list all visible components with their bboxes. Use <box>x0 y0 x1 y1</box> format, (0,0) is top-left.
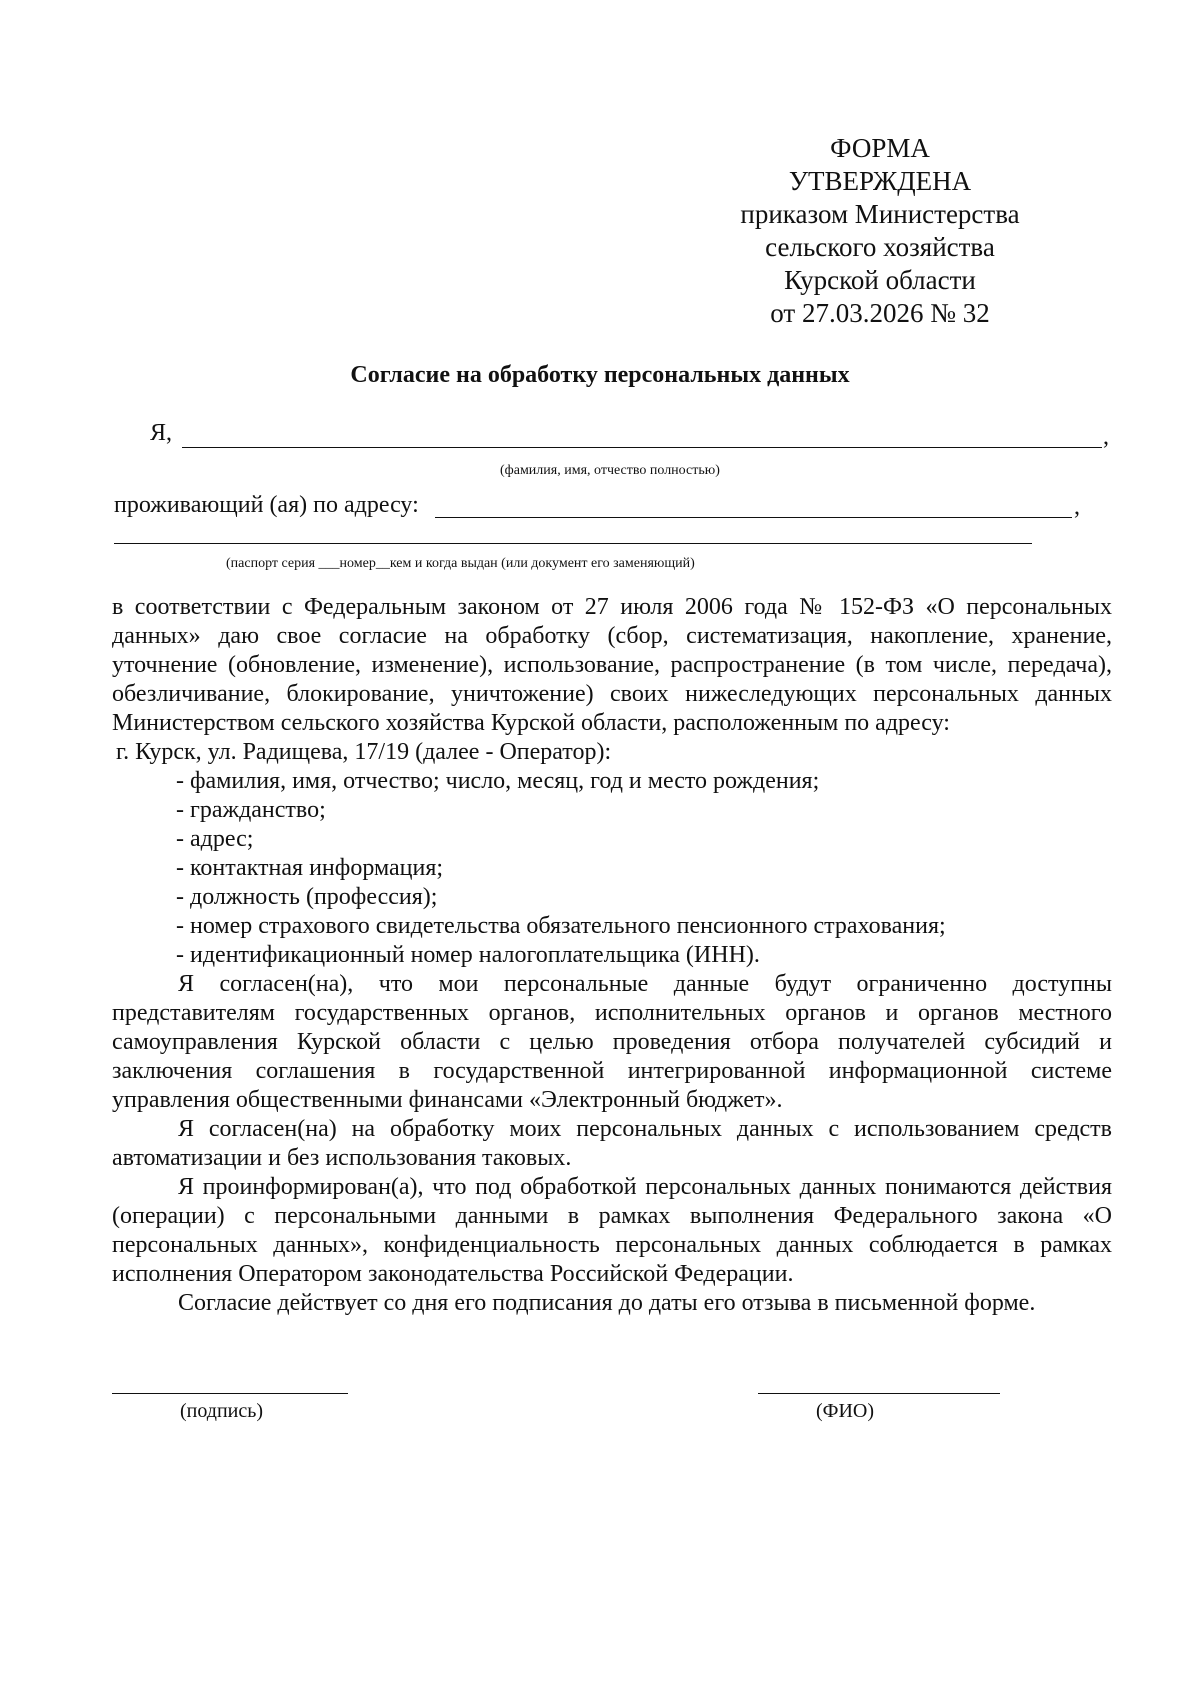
approval-line-order: приказом Министерства <box>740 199 1020 229</box>
approval-line-ministry: сельского хозяйства <box>765 232 995 262</box>
document-title: Согласие на обработку персональных данных <box>350 362 850 388</box>
name-field-line[interactable] <box>182 447 1102 448</box>
consent-body <box>112 593 1112 1318</box>
access-paragraph: Я согласен(на), что мои персональные данные будут ограниченно доступны представителям государственных органов, исполнительных органов и органов местного самоуправления Курской области с целью проведения отбора получателей субсидий и заключения соглашения в государственной интегрированной информационной системе управления общественными финансами «Электронный бюджет». <box>112 971 1112 1113</box>
fio-line[interactable] <box>758 1393 1000 1394</box>
informed-paragraph: Я проинформирован(а), что под обработкой персональных данных понимаются действия (операции) с персональными данными в рамках выполнения Федерального закона «О персональных данных», конфиденциальность персональных данных соблюдается в рамках исполнения Оператором законодательства Российской Федерации. <box>112 1174 1112 1287</box>
list-item: - идентификационный номер налогоплательщика (ИНН). <box>176 942 760 968</box>
list-item: - номер страхового свидетельства обязательного пенсионного страхования; <box>176 913 946 939</box>
passport-field-line[interactable] <box>114 543 1032 544</box>
name-prefix: Я, <box>150 420 173 446</box>
name-suffix: , <box>1103 424 1109 450</box>
signature-line[interactable] <box>112 1393 348 1394</box>
address-suffix: , <box>1074 494 1080 520</box>
address-field-line[interactable] <box>435 517 1072 518</box>
list-item: - гражданство; <box>176 797 326 823</box>
automation-paragraph: Я согласен(на) на обработку моих персональных данных с использованием средств автоматизации и без использования таковых. <box>112 1116 1112 1171</box>
personal-data-list <box>112 767 1112 970</box>
operator-address: г. Курск, ул. Радищева, 17/19 (далее - Оператор): <box>116 739 612 765</box>
fio-label: (ФИО) <box>816 1400 875 1422</box>
validity-paragraph: Согласие действует со дня его подписания до даты его отзыва в письменной форме. <box>178 1290 1036 1316</box>
list-item: - контактная информация; <box>176 855 444 881</box>
intro-paragraph: в соответствии с Федеральным законом от 27 июля 2006 года № 152-ФЗ «О персональных данных» даю свое согласие на обработку (сбор, систематизация, накопление, хранение, уточнение (обновление, изменение), использование, распространение (в том числе, передача), обезличивание, блокирование, уничтожение) своих нижеследующих персональных данных Министерством сельского хозяйства Курской области, расположенным по адресу: <box>112 594 1112 736</box>
passport-hint: (паспорт серия ___номер__кем и когда выдан (или документ его заменяющий) <box>226 556 695 571</box>
list-item: - фамилия, имя, отчество; число, месяц, год и место рождения; <box>176 768 820 794</box>
name-hint: (фамилия, имя, отчество полностью) <box>500 463 720 478</box>
signature-label: (подпись) <box>180 1400 264 1422</box>
address-label: проживающий (ая) по адресу: <box>114 492 419 518</box>
approval-stamp <box>720 132 1040 330</box>
approval-line-region: Курской области <box>784 265 976 295</box>
approval-line-date: от 27.03.2026 № 32 <box>770 298 990 328</box>
approval-line-form: ФОРМА <box>830 133 930 163</box>
list-item: - адрес; <box>176 826 254 852</box>
list-item: - должность (профессия); <box>176 884 438 910</box>
approval-line-approved: УТВЕРЖДЕНА <box>788 166 972 196</box>
